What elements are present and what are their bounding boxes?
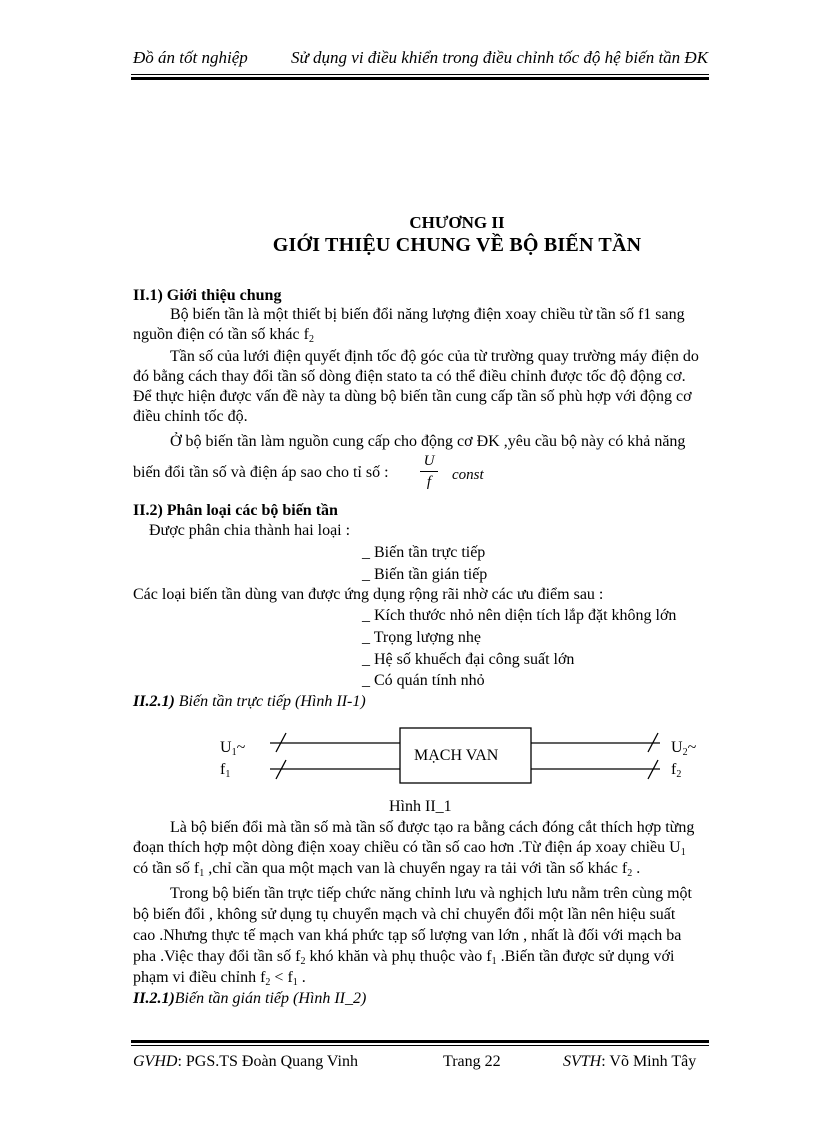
s1-p3-line2: biến đổi tần số và điện áp sao cho tỉ số : [133, 464, 389, 481]
s1-p3-line1: Ở bộ biến tần làm nguồn cung cấp cho động cơ ĐK ,yêu cầu bộ này có khả năng [170, 433, 686, 450]
s1-p2-line3: Để thực hiện được vấn đề này ta dùng bộ biến tần cung cấp tần số phù hợp với động cơ [133, 388, 692, 405]
s1-p2-line1: Tần số của lưới điện quyết định tốc độ góc của từ trường quay trường máy điện do [170, 348, 699, 365]
chapter-title: GIỚI THIỆU CHUNG VỀ BỘ BIẾN TẦN [272, 234, 642, 256]
header-right: Sử dụng vi điều khiển trong điều chỉnh tốc độ hệ biến tần ĐK [291, 48, 709, 67]
section-2-1-heading: II.2.1) Biến tần trực tiếp (Hình II-1) [133, 693, 366, 710]
mach-van-label: MẠCH VAN [414, 747, 499, 764]
footer-student: SVTH: Võ Minh Tây [563, 1053, 697, 1070]
chapter-number: CHƯƠNG II [409, 213, 505, 232]
output-frequency-label: $f_2$ [671, 761, 682, 780]
header-left: Đồ án tốt nghiệp [133, 48, 248, 67]
s21-p2-line2: bộ biến đổi , không sử dụng tụ chuyển mạch và chỉ chuyển đổi một lần nên hiệu suất [133, 906, 676, 923]
type-item-2: _ Biến tần gián tiếp [362, 566, 488, 583]
footer-rule-thin [131, 1045, 709, 1046]
section-1-heading: II.1) Giới thiệu chung [133, 287, 282, 304]
input-frequency-label: $f_1$ [220, 761, 231, 780]
fraction-denominator: f [426, 474, 432, 490]
s1-p2-line4: điều chỉnh tốc độ. [133, 408, 248, 425]
figure-caption: Hình II_1 [389, 798, 452, 815]
output-voltage-label: $U_2\sim$ [671, 739, 697, 758]
s21-p1-line2: đoạn thích hợp một dòng điện xoay chiều có tần số cao hơn .Từ điện áp xoay chiều $U_1$ [133, 839, 686, 858]
advantage-item-2: _ Trọng lượng nhẹ [362, 629, 481, 646]
header-rule-thin [131, 74, 709, 75]
s1-p1-line2: nguồn điện có tần số khác $f_2$ [133, 326, 314, 345]
fraction-bar [420, 471, 438, 472]
advantage-item-4: _ Có quán tính nhỏ [362, 672, 485, 689]
input-voltage-label: $U_1\sim$ [220, 739, 246, 758]
advantage-item-3: _ Hệ số khuếch đại công suất lớn [362, 651, 575, 668]
s2-intro: Được phân chia thành hai loại : [149, 522, 351, 539]
s21-p2-line4: pha .Việc thay đổi tần số $f_2$ khó khăn và phụ thuộc vào $f_1$ .Biến tần được sử dụng với [133, 948, 675, 967]
type-item-1: _ Biến tần trực tiếp [362, 544, 486, 561]
s21-p1-line3: có tần số $f_1$ ,chỉ cần qua một mạch van là chuyển ngay ra tải với tần số khác $f_2$ . [133, 860, 641, 879]
section-2-2-heading: II.2.1)Biến tần gián tiếp (Hình II_2) [133, 990, 367, 1007]
footer-page-number: Trang 22 [443, 1053, 501, 1070]
footer-supervisor: GVHD: PGS.TS Đoàn Quang Vinh [133, 1053, 358, 1070]
advantages-intro: Các loại biến tần dùng van được ứng dụng rộng rãi nhờ các ưu điểm sau : [133, 586, 604, 603]
s21-p2-line3: cao .Nhưng thực tế mạch van khá phức tạp số lượng van lớn , nhất là đối với mạch ba [133, 927, 682, 944]
footer-rule-thick [131, 1040, 709, 1043]
section-2-heading: II.2) Phân loại các bộ biến tần [133, 502, 338, 519]
ratio-fraction [420, 452, 438, 491]
s1-p2-line2: đó bằng cách thay đổi tần số dòng điện stato ta có thể điều chỉnh được tốc độ động cơ. [133, 368, 686, 385]
s21-p1-line1: Là bộ biến đổi mà tần số mà tần số được tạo ra bằng cách đóng cắt thích hợp từng [170, 819, 695, 836]
advantage-item-1: _ Kích thước nhỏ nên diện tích lắp đặt không lớn [362, 607, 677, 624]
header-rule-thick [131, 77, 709, 80]
fraction-numerator: U [423, 453, 435, 469]
s21-p2-line5: phạm vi điều chỉnh $f_2 < f_1$ . [133, 969, 306, 988]
const-label: const [452, 467, 484, 483]
s21-p2-line1: Trong bộ biến tần trực tiếp chức năng chỉnh lưu và nghịch lưu nằm trên cùng một [170, 885, 692, 902]
s1-p1-line1: Bộ biến tần là một thiết bị biến đổi năng lượng điện xoay chiều từ tần số f1 sang [170, 306, 685, 323]
